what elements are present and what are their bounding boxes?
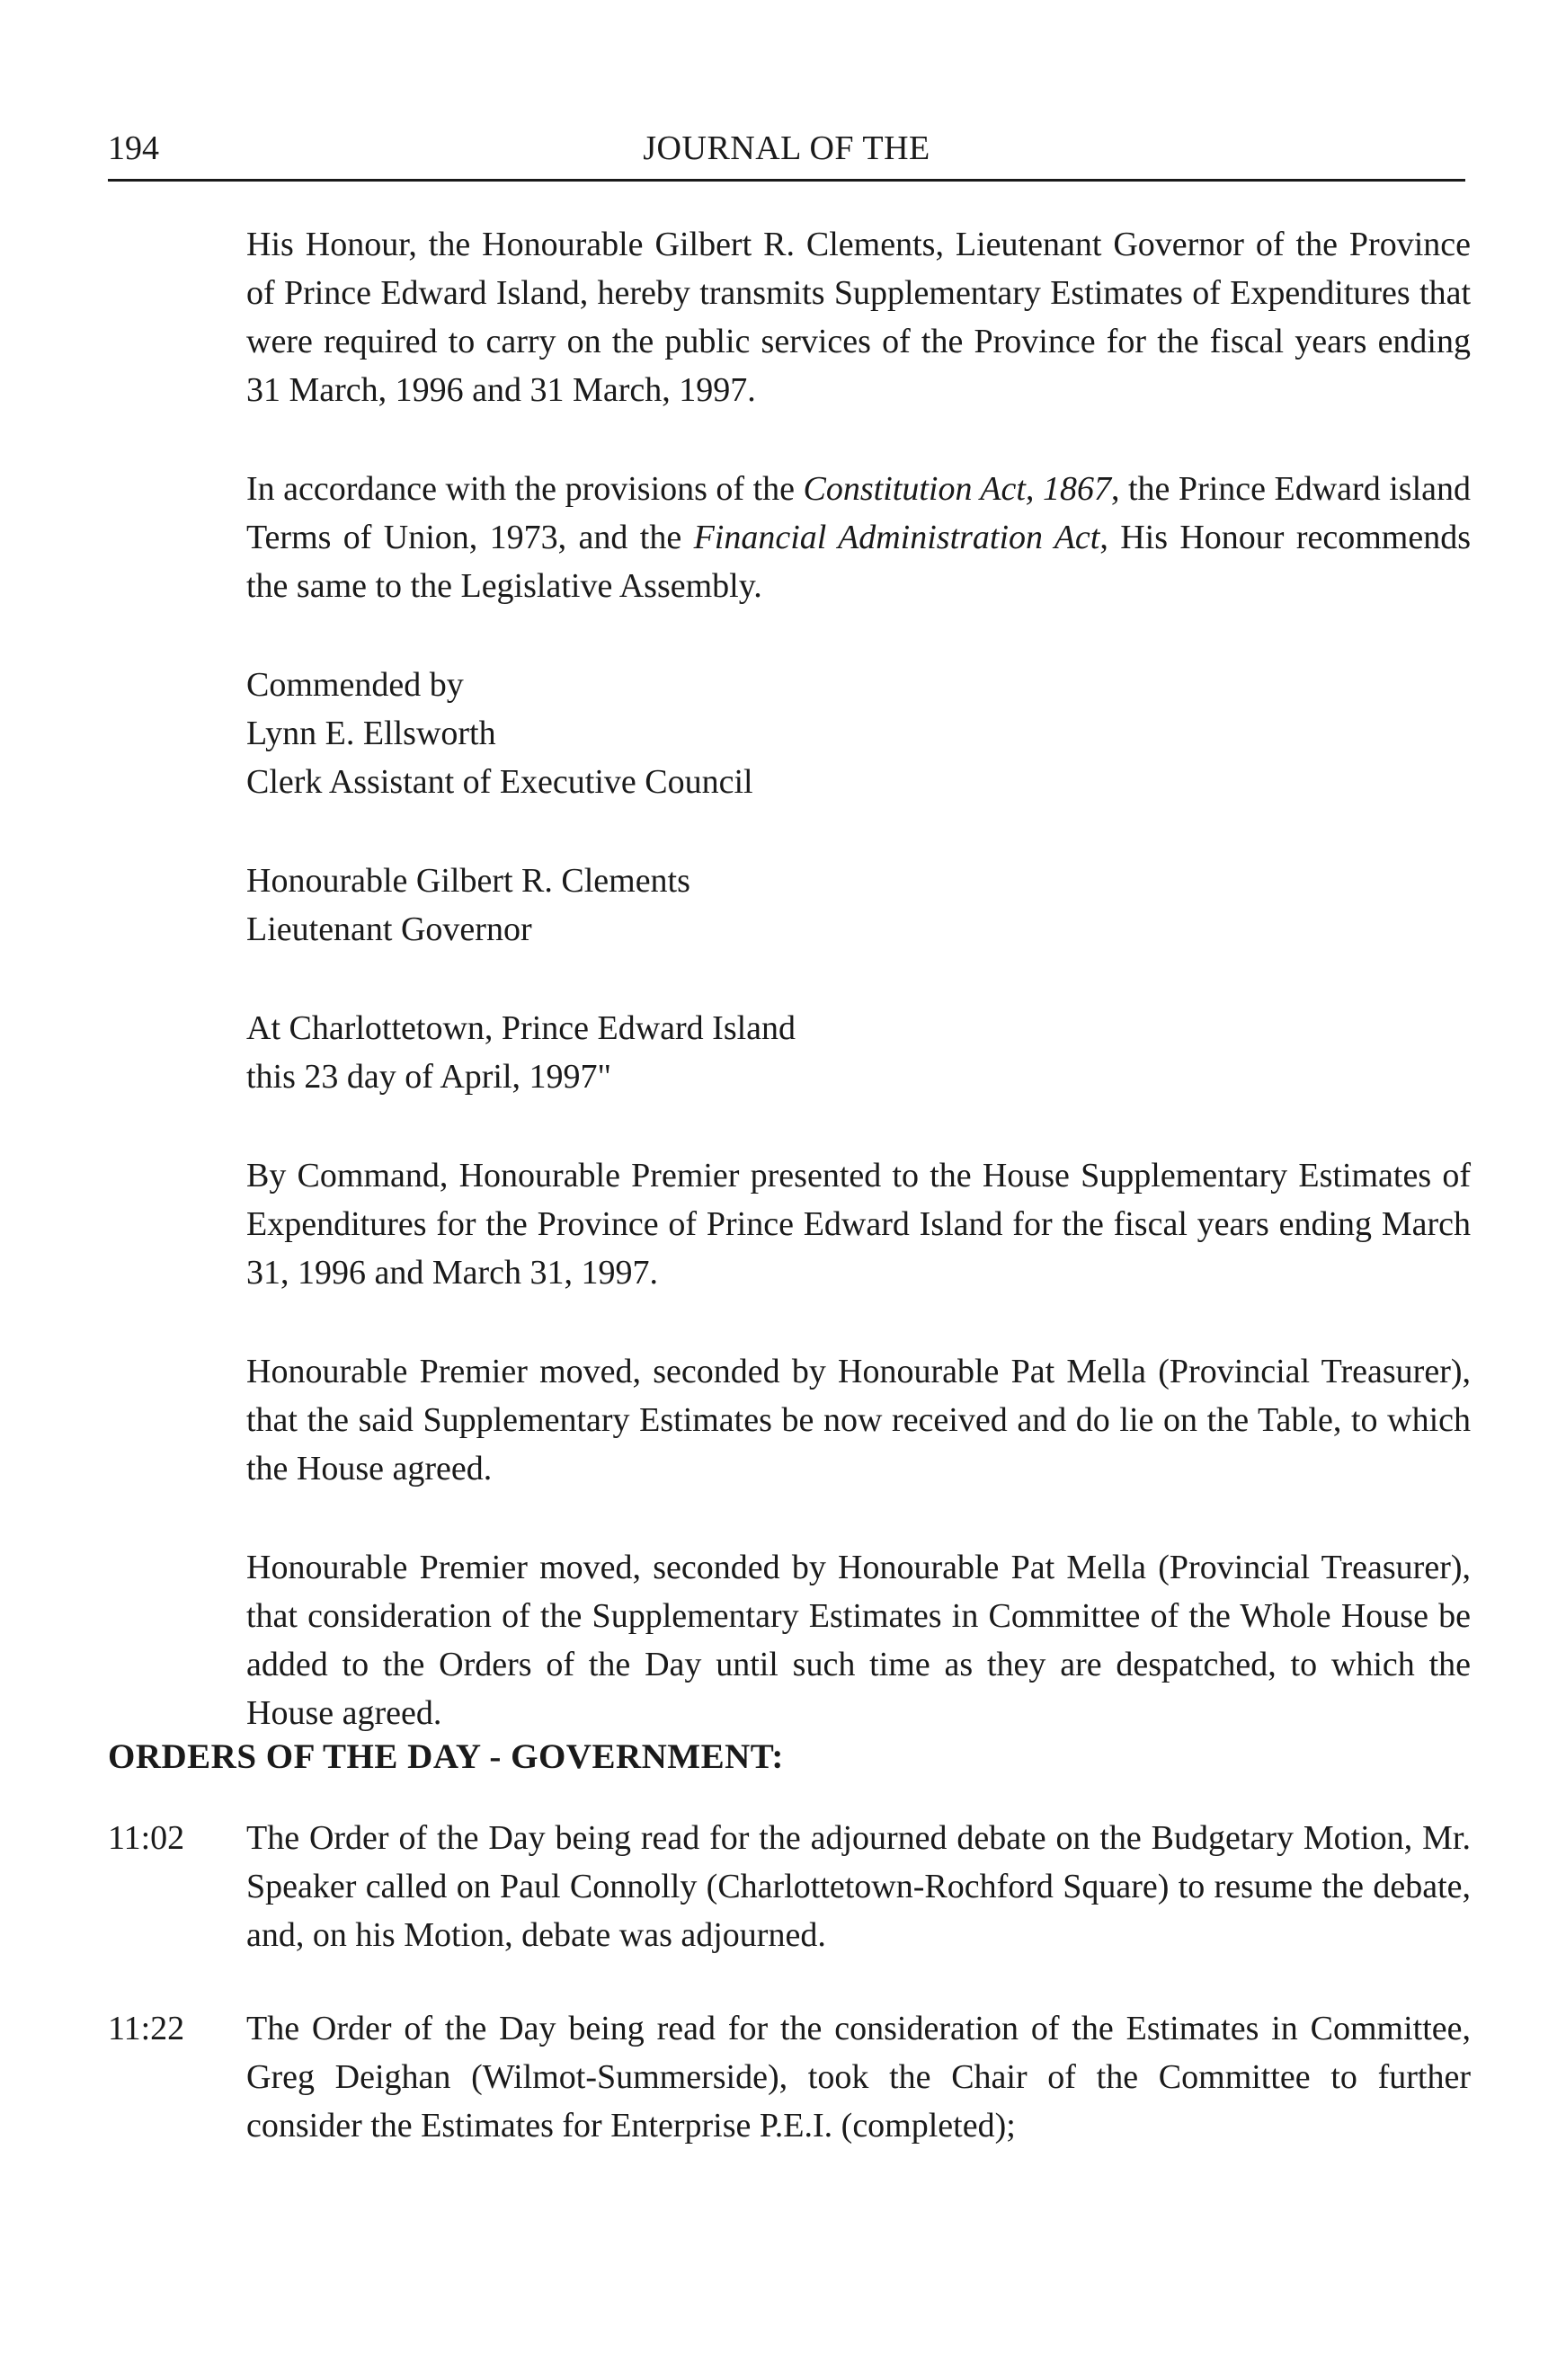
signatory-title: Clerk Assistant of Executive Council: [246, 763, 753, 801]
paragraph-by-command: By Command, Honourable Premier presented to the House Supplementary Estimates of Expenditures for the Province of Prince Edward Island for the fiscal years ending March 31, 1996 and March 31, 1997.: [246, 1157, 1471, 1292]
paragraph-accordance-part-2: , the Prince Edward island Terms of Union, 1973, and the: [246, 470, 1471, 556]
financial-administration-act-title: Financial Administration Act: [693, 519, 1100, 556]
date-line: this 23 day of April, 1997": [246, 1058, 612, 1096]
page-number: 194: [108, 129, 159, 167]
paragraph-motion-committee: Honourable Premier moved, seconded by Honourable Pat Mella (Provincial Treasurer), that consideration of the Supplementary Estimates in Committee of the Whole House be added to the Orders of the Day until such time as they are despatched, to which the House agreed.: [246, 1549, 1471, 1732]
paragraph-transmittal: His Honour, the Honourable Gilbert R. Clements, Lieutenant Governor of the Province of Prince Edward Island, hereby transmits Supplementary Estimates of Expenditures that were required to carry on the public services of the Province for the fiscal years ending 31 March, 1996 and 31 March, 1997.: [246, 226, 1471, 409]
section-heading: ORDERS OF THE DAY - GOVERNMENT:: [108, 1737, 784, 1776]
journal-entry: [108, 2004, 1471, 2150]
header-rule: [108, 179, 1465, 182]
entry-text: The Order of the Day being read for the consideration of the Estimates in Committee, Greg Deighan (Wilmot-Summerside), took the Chair of the Committee to further consider the Estimates for Enterprise P.E.I. (completed);: [246, 2010, 1471, 2145]
governor-title: Lieutenant Governor: [246, 910, 532, 948]
main-content: [246, 220, 1471, 1788]
paragraph-accordance-part-1: In accordance with the provisions of the: [246, 470, 804, 508]
place-date-block: [246, 1004, 1471, 1101]
place-line: At Charlottetown, Prince Edward Island: [246, 1009, 796, 1047]
commended-block: [246, 661, 1471, 806]
entry-text: The Order of the Day being read for the adjourned debate on the Budgetary Motion, Mr. Speaker called on Paul Connolly (Charlottetown-Rochford Square) to resume the debate, and, on his Motion, debate was adjourned.: [246, 1819, 1471, 1954]
running-title: JOURNAL OF THE: [643, 129, 930, 167]
entry-time: 11:22: [108, 2010, 185, 2047]
page-header: [108, 126, 1465, 180]
governor-block: [246, 857, 1471, 954]
signatory-name: Lynn E. Ellsworth: [246, 715, 496, 752]
entry-time: 11:02: [108, 1819, 185, 1857]
commended-line: Commended by: [246, 666, 464, 704]
constitution-act-title: Constitution Act, 1867: [803, 470, 1111, 508]
paragraph-accordance-part-3: , His Honour recommends the same to the Legislative Assembly.: [246, 519, 1471, 605]
paragraph-accordance: [246, 465, 1471, 610]
governor-name: Honourable Gilbert R. Clements: [246, 862, 690, 900]
journal-entry: [108, 1814, 1471, 1959]
paragraph-motion-received: Honourable Premier moved, seconded by Honourable Pat Mella (Provincial Treasurer), that the said Supplementary Estimates be now received and do lie on the Table, to which the House agreed.: [246, 1353, 1471, 1488]
